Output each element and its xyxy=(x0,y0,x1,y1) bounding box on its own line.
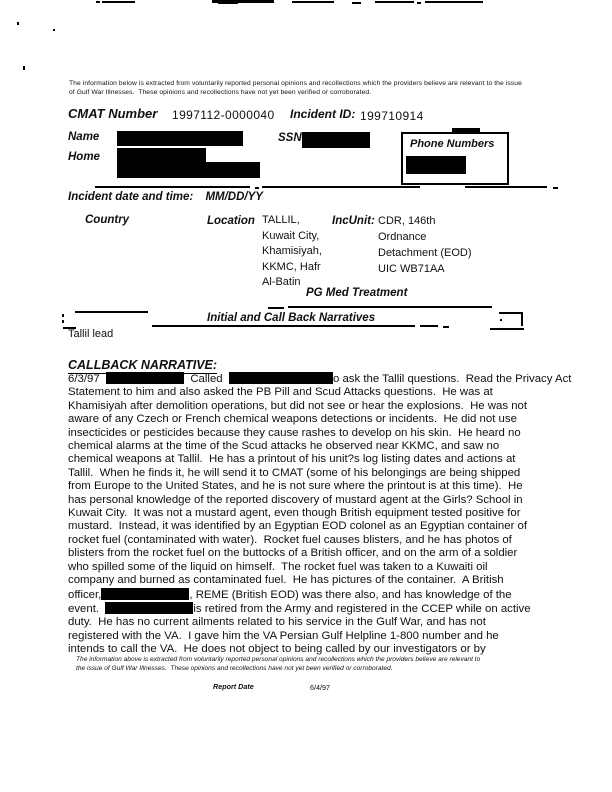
country-label: Country xyxy=(85,214,130,226)
redaction-bar-name xyxy=(117,131,243,146)
scan-artifact xyxy=(375,1,414,3)
scan-artifact xyxy=(500,319,502,321)
incident-datetime xyxy=(68,191,263,203)
scan-artifact xyxy=(53,29,55,31)
narrative-line xyxy=(68,372,578,386)
narrative-text: has personal knowledge of the reported discovery of mustard agent at the Girls? School in xyxy=(68,493,523,506)
incunit-label: IncUnit: xyxy=(332,215,375,227)
report-date-label: Report Date xyxy=(213,682,254,691)
narrative-line xyxy=(68,574,578,587)
narrative-line xyxy=(68,547,578,560)
scan-artifact xyxy=(417,2,421,4)
cmat-number-value: 1997112-0000040 xyxy=(172,108,275,122)
text-line: KKMC, Hafr xyxy=(262,260,321,273)
narrative-line xyxy=(68,413,578,426)
narrative-line xyxy=(68,588,578,602)
scan-artifact xyxy=(425,1,483,3)
rule-segment xyxy=(75,311,148,313)
narrative-line xyxy=(68,494,578,507)
redaction-bar-home xyxy=(117,148,206,163)
narrative-line xyxy=(68,440,578,453)
rule-segment xyxy=(95,186,250,188)
narrative-text: aware of any Czech or French chemical weapons detections or incidents. He did not use xyxy=(68,413,517,426)
scan-artifact xyxy=(490,328,524,330)
home-label: Home xyxy=(68,151,100,163)
narrative-lead: Tallil lead xyxy=(68,328,114,340)
scan-artifact xyxy=(62,314,64,317)
narrative-line xyxy=(68,630,578,643)
text-line: CDR, 146th xyxy=(378,215,436,227)
rule-segment xyxy=(443,326,449,328)
footer-disclaimer xyxy=(76,656,556,673)
text-line: TALLIL, xyxy=(262,214,300,226)
redaction-bar-phone xyxy=(406,156,466,174)
location-value xyxy=(262,213,322,291)
scan-artifact xyxy=(102,1,135,3)
rule-segment xyxy=(553,187,558,189)
text-line: of Gulf War Illnesses. These opinions and recollections have not yet been verified or corroborated. xyxy=(69,88,372,96)
narrative-text: mustard. Instead, it was identified by an Egyptian EOD colonel as an Egyptian container of xyxy=(68,520,528,533)
name-label: Name xyxy=(68,131,100,143)
rule-segment xyxy=(268,307,284,309)
narrative-text: who spilled some of the liquid on himself. The rocket fuel was taken to a Kuwaiti oil xyxy=(68,560,488,573)
narrative-line xyxy=(68,386,578,399)
narrative-text: o ask the Tallil questions. Read the Privacy Act xyxy=(332,373,572,385)
text-line: Detachment (EOD) xyxy=(378,247,472,259)
narrative-text: Called xyxy=(184,373,229,385)
narrative-text: event. xyxy=(68,602,106,615)
incident-id-value: 199710914 xyxy=(360,109,424,123)
narrative-text: intends to call the VA. He does not object to being called by our investigators or by xyxy=(68,643,486,656)
rule-segment xyxy=(255,187,259,189)
narrative-line xyxy=(68,602,578,616)
phone-numbers-label: Phone Numbers xyxy=(410,138,495,150)
rule-segment xyxy=(420,325,438,327)
narrative-text: from Europe to the United States, and he is not sure where the printout is at this time). He xyxy=(68,480,523,493)
rule-segment xyxy=(288,306,492,308)
narrative-text: Kuwait City. It was not a mustard agent, even though British equipment tested positive for xyxy=(68,507,521,520)
pg-med-treatment-label: PG Med Treatment xyxy=(306,287,408,299)
text-line: The information below is extracted from voluntarily reported personal opinions and recollections which the providers believe are relevant to the issue xyxy=(69,80,522,87)
scan-artifact xyxy=(96,1,100,3)
narratives-section-title: Initial and Call Back Narratives xyxy=(207,312,376,324)
scan-artifact xyxy=(452,128,480,132)
narrative-line xyxy=(68,561,578,574)
phone-numbers-box xyxy=(401,132,509,185)
narrative-text: insecticides or pesticides because they cause rashes to develop on his skin. He heard no xyxy=(68,426,521,439)
redaction-bar-ssn xyxy=(302,132,370,148)
scan-artifact xyxy=(23,66,25,70)
text-line: UIC WB71AA xyxy=(378,263,445,275)
narrative-text: is retired from the Army and registered in the CCEP while on active xyxy=(193,602,531,615)
scan-artifact xyxy=(499,312,523,314)
location-label: Location xyxy=(207,215,255,227)
rule-segment xyxy=(152,325,415,327)
narrative-line xyxy=(68,427,578,440)
incident-id-label: Incident ID: xyxy=(290,107,356,121)
incident-datetime-value: MM/DD/YY xyxy=(205,191,263,203)
incident-datetime-label: Incident date and time: xyxy=(68,191,194,203)
narrative-text: chemical weapons at Tallil. He has a printout of his unit?s log listing dates and actions at xyxy=(68,453,516,466)
narrative-text: chemical alarms at the time of the Scud attacks he observed near KKMC, and saw no xyxy=(68,440,500,453)
text-line: The information above is extracted from voluntarily reported personal opinions and recollections which the providers believe are relevant to xyxy=(76,656,481,663)
cmat-number-label: CMAT Number xyxy=(68,106,158,121)
narrative-line xyxy=(68,453,578,466)
narrative-text: Statement to him and also asked the PB Pill and Scud Attacks questions. He was at xyxy=(68,386,493,399)
ssn-label: SSN xyxy=(278,132,302,144)
narrative-line xyxy=(68,643,578,656)
scan-artifact xyxy=(352,2,361,4)
narrative-text: officer, xyxy=(68,588,102,601)
report-date-value: 6/4/97 xyxy=(310,683,330,692)
narrative-text: rocket fuel (contaminated with water). Rocket fuel causes blisters, and he has photos of xyxy=(68,533,512,546)
redaction-bar xyxy=(106,372,184,384)
narrative-line xyxy=(68,400,578,413)
scan-artifact xyxy=(292,1,334,3)
narrative-line xyxy=(68,507,578,520)
text-line: Khamisiyah, xyxy=(262,245,322,257)
text-line: Kuwait City, xyxy=(262,229,320,242)
callback-narrative-body xyxy=(68,372,578,657)
rule-segment xyxy=(262,186,420,188)
text-line: Al-Batin xyxy=(262,276,301,288)
narrative-line xyxy=(68,520,578,533)
redaction-bar-home xyxy=(117,162,260,178)
text-line: Ordnance xyxy=(378,231,427,243)
text-line: the issue of Gulf War Illnesses. These opinions and recollections have not yet been verified or corroborated. xyxy=(76,664,393,672)
narrative-text: blisters from the rocket fuel on the buttocks of a British officer, and on the arm of a soldier xyxy=(68,547,518,560)
redaction-bar xyxy=(229,372,333,384)
narrative-text: Tallil. When he finds it, he will send it to CMAT (some of his belongings are being shipped xyxy=(68,466,521,479)
scan-artifact xyxy=(521,312,523,326)
narrative-line xyxy=(68,616,578,629)
callback-narrative-heading: CALLBACK NARRATIVE: xyxy=(68,358,218,372)
narrative-text: Khamisiyah after demolition operations, but did not see or hear the explosions. He was not xyxy=(68,399,528,412)
scan-artifact xyxy=(62,320,64,323)
narrative-text: company and burned as contaminated fuel. He has pictures of the container. A British xyxy=(68,574,504,587)
narrative-text: 6/3/97 xyxy=(68,373,106,385)
narrative-text: duty. He has no current ailments related to his service in the Gulf War, and has not xyxy=(68,616,486,629)
scan-artifact xyxy=(17,22,19,25)
redaction-bar xyxy=(101,588,189,600)
narrative-text: registered with the VA. I gave him the VA Persian Gulf Helpline 1-800 number and he xyxy=(68,629,499,642)
top-disclaimer xyxy=(69,80,559,98)
narrative-line xyxy=(68,467,578,480)
redaction-bar xyxy=(105,602,193,614)
narrative-text: , REME (British EOD) was there also, and has knowledge of the xyxy=(189,588,512,601)
narrative-line xyxy=(68,534,578,547)
scan-artifact xyxy=(218,0,238,4)
rule-segment xyxy=(465,186,547,188)
incunit-value xyxy=(378,213,472,277)
narrative-line xyxy=(68,480,578,493)
